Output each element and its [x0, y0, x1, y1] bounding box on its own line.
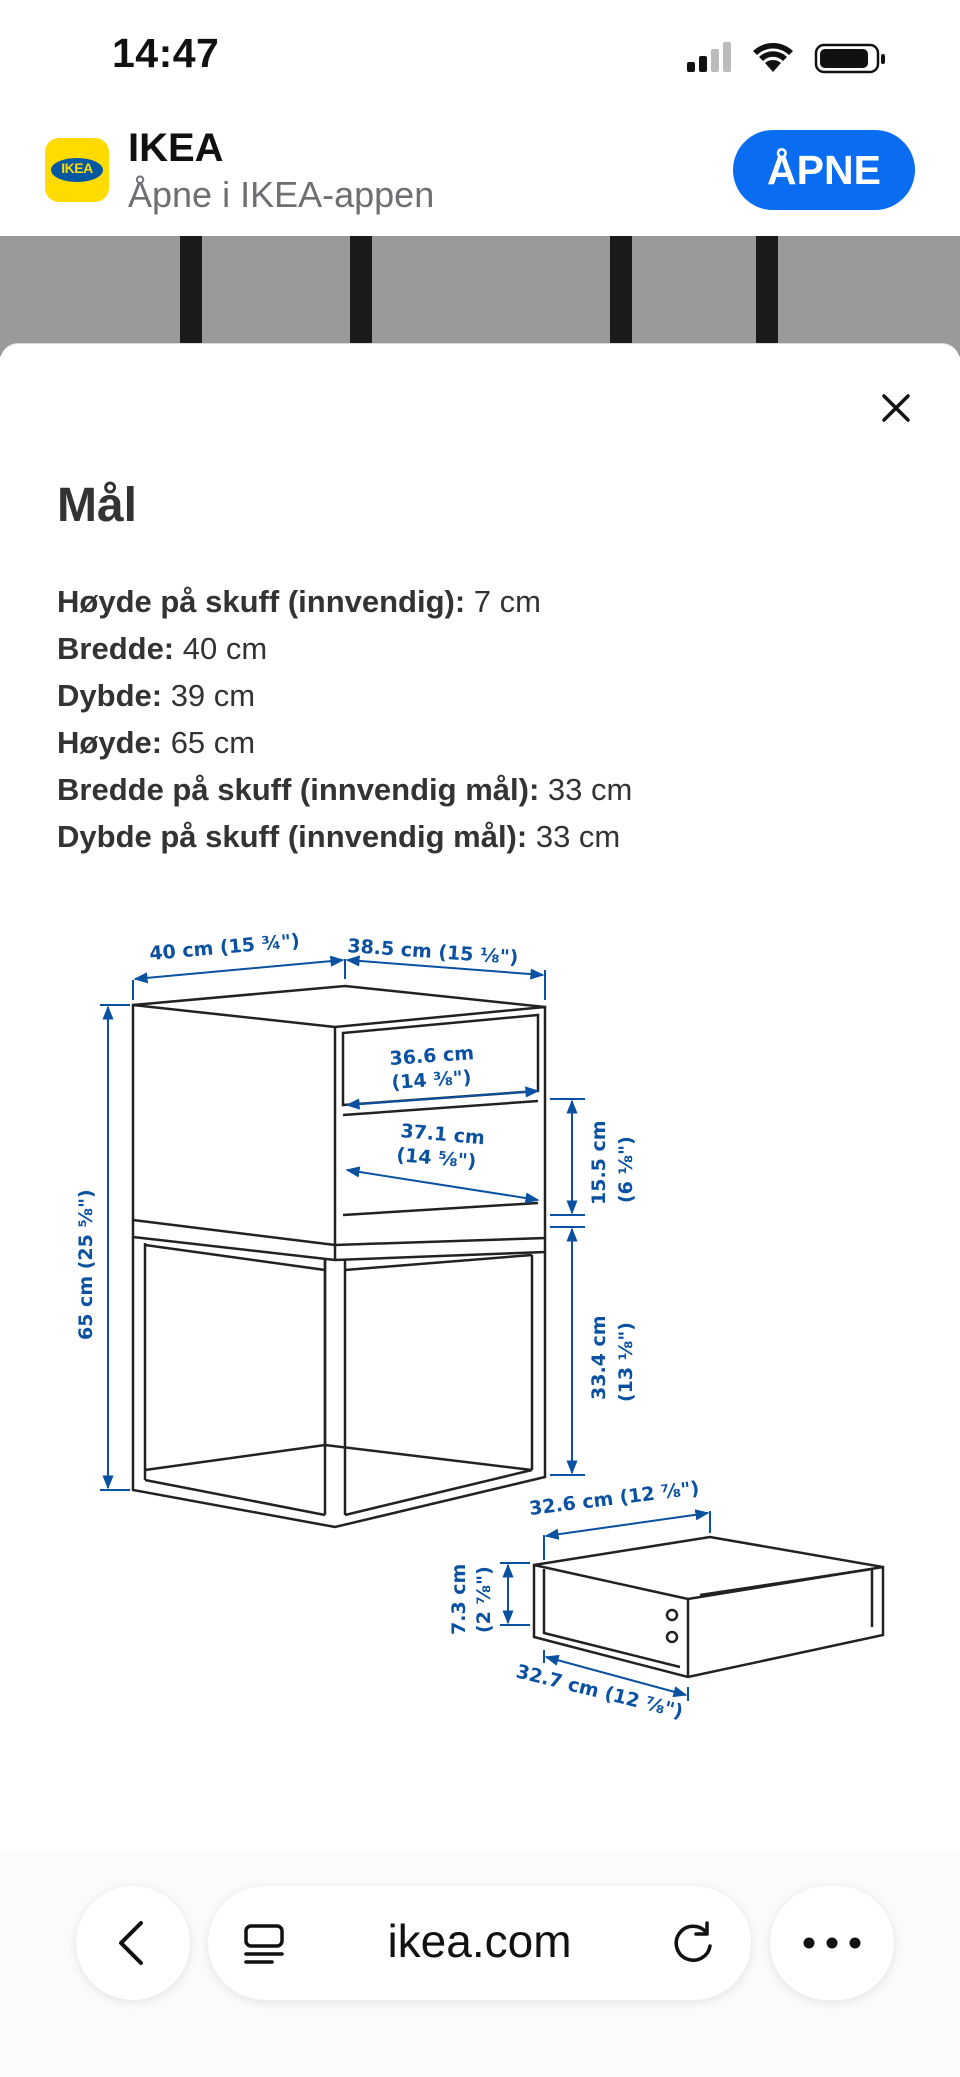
dim-drawer-depth: 32.7 cm (12 ⅞")	[513, 1660, 686, 1724]
spec-value: 39 cm	[162, 678, 256, 713]
signal-icon	[687, 42, 731, 72]
spec-label: Høyde:	[57, 725, 163, 760]
spec-value: 65 cm	[162, 725, 256, 760]
spec-label: Høyde på skuff (innvendig):	[57, 584, 466, 619]
dim-drawer-height-1: 7.3 cm	[448, 1563, 470, 1635]
dim-drawer-width: 32.6 cm (12 ⅞")	[527, 1477, 701, 1520]
url-text: ikea.com	[387, 1915, 572, 1967]
dim-leg-height-2: (13 ⅛")	[615, 1322, 637, 1402]
spec-list	[57, 578, 917, 860]
ikea-app-icon	[45, 138, 109, 202]
spec-label: Dybde på skuff (innvendig mål):	[57, 819, 528, 854]
spec-row	[57, 578, 917, 625]
app-name: IKEA	[128, 126, 224, 170]
dim-shelf-width-1: 37.1 cm	[399, 1120, 486, 1150]
bg-leg	[610, 236, 632, 356]
dim-depth-top: 38.5 cm (15 ⅛")	[346, 935, 519, 969]
bg-leg	[180, 236, 202, 356]
chevron-left-icon	[113, 1919, 153, 1967]
spec-row	[57, 625, 917, 672]
more-button[interactable]	[770, 1886, 894, 2000]
spec-value: 7 cm	[465, 584, 541, 619]
status-bar	[0, 0, 960, 118]
app-banner	[0, 118, 960, 236]
close-icon[interactable]	[880, 392, 912, 424]
dim-drawer-inner-width-2: (14 ⅜")	[390, 1066, 473, 1094]
reload-icon[interactable]	[670, 1920, 716, 1966]
more-icon	[802, 1936, 862, 1950]
battery-icon	[816, 45, 885, 72]
status-icons	[685, 40, 890, 74]
dimension-diagram	[60, 915, 910, 1745]
dim-shelf-height-1: 15.5 cm	[588, 1120, 610, 1205]
status-time: 14:47	[112, 30, 220, 76]
modal-title: Mål	[57, 479, 138, 532]
spec-row	[57, 672, 917, 719]
spec-value: 40 cm	[174, 631, 268, 666]
address-bar[interactable]	[208, 1886, 751, 2000]
open-app-button[interactable]: ÅPNE	[733, 130, 915, 210]
dim-drawer-height-2: (2 ⅞")	[473, 1566, 495, 1633]
spec-row	[57, 813, 917, 860]
cabinet-drawing	[133, 986, 545, 1527]
dim-width-top: 40 cm (15 ¾")	[148, 929, 301, 965]
spec-label: Bredde:	[57, 631, 175, 666]
dim-total-height: 65 cm (25 ⅝")	[75, 1189, 97, 1340]
spec-label: Bredde på skuff (innvendig mål):	[57, 772, 540, 807]
dim-shelf-height-2: (6 ⅛")	[615, 1136, 637, 1203]
dim-leg-height-1: 33.4 cm	[588, 1315, 610, 1400]
spec-label: Dybde:	[57, 678, 163, 713]
dim-shelf-width-2: (14 ⅝")	[395, 1144, 478, 1173]
spec-row	[57, 766, 917, 813]
bg-leg	[350, 236, 372, 356]
spec-row	[57, 719, 917, 766]
app-subtitle: Åpne i IKEA-appen	[128, 174, 435, 215]
drawer-drawing	[534, 1537, 883, 1677]
spec-value: 33 cm	[527, 819, 621, 854]
wifi-icon	[753, 43, 793, 72]
dim-drawer-inner-width-1: 36.6 cm	[388, 1042, 475, 1070]
spec-value: 33 cm	[539, 772, 633, 807]
ikea-logo-text: IKEA	[61, 160, 93, 176]
background-product-image	[0, 236, 960, 356]
browser-toolbar	[0, 1850, 960, 2077]
bg-leg	[756, 236, 778, 356]
back-button[interactable]	[76, 1886, 190, 2000]
